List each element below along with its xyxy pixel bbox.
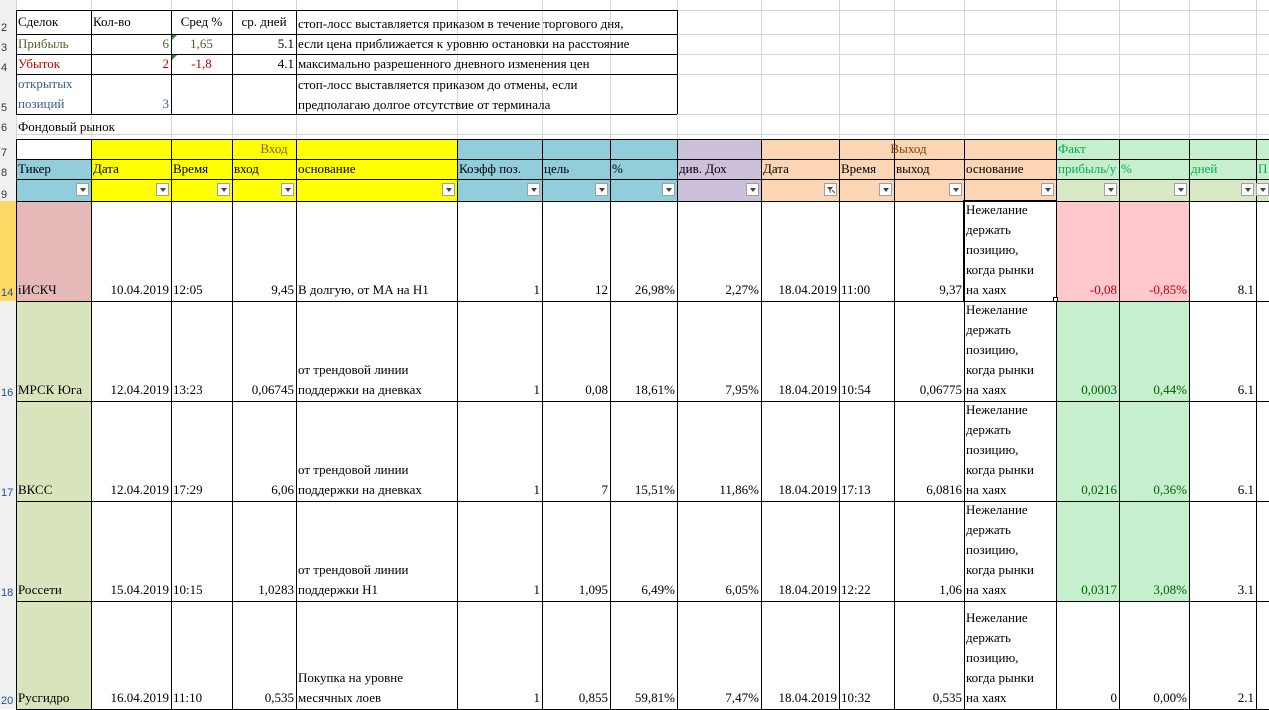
reason-line: когда рынки xyxy=(966,362,1034,377)
exit-reason-cell[interactable] xyxy=(964,501,1056,600)
summary-header-avg: Сред % xyxy=(180,14,223,29)
row-number[interactable]: 6 xyxy=(1,122,8,134)
entry-price-cell[interactable]: 6,06 xyxy=(271,482,294,497)
row-number[interactable]: 18 xyxy=(1,587,14,599)
target-cell[interactable]: 0,08 xyxy=(585,382,608,397)
grid-line xyxy=(677,139,678,709)
filter-dropdown-icon[interactable] xyxy=(1241,183,1254,196)
profit-days: 5.1 xyxy=(277,36,294,51)
entry-price-cell[interactable]: 0,06745 xyxy=(251,382,294,397)
exit-time-cell[interactable]: 10:32 xyxy=(841,690,871,705)
entry-reason-cell[interactable] xyxy=(296,501,457,600)
reason-line: Нежелание xyxy=(966,502,1028,517)
coef-cell[interactable]: 1 xyxy=(533,582,540,597)
exit-time-cell[interactable]: 10:54 xyxy=(841,382,871,397)
ticker-cell[interactable]: МРСК Юга xyxy=(18,382,83,397)
reason-line: на хаях xyxy=(966,482,1007,497)
exit-date-cell[interactable]: 18.04.2019 xyxy=(778,482,837,497)
entry-time-cell[interactable]: 13:23 xyxy=(173,382,203,397)
group-fact: Факт xyxy=(1058,141,1086,156)
col-fact-pct[interactable]: % xyxy=(1121,161,1132,176)
reason-line: когда рынки xyxy=(966,670,1034,685)
coef-cell[interactable]: 1 xyxy=(533,482,540,497)
grid-line xyxy=(677,10,678,114)
reason-line: держать xyxy=(966,522,1011,537)
col-target-pct[interactable]: % xyxy=(612,161,623,176)
col-entry-date[interactable]: Дата xyxy=(93,161,119,176)
col-entry-reason[interactable]: основание xyxy=(298,161,356,176)
exit-time-cell[interactable]: 17:13 xyxy=(841,482,871,497)
entry-date-cell[interactable]: 10.04.2019 xyxy=(110,282,169,297)
filter-dropdown-icon[interactable] xyxy=(442,183,455,196)
grid-line xyxy=(839,139,840,709)
grid-line xyxy=(171,139,172,709)
reason-line: держать xyxy=(966,630,1011,645)
target-cell[interactable]: 12 xyxy=(595,282,608,297)
filter-dropdown-icon[interactable] xyxy=(217,183,230,196)
grid-line xyxy=(16,301,1269,302)
dividend-cell[interactable]: 7,95% xyxy=(725,382,759,397)
grid-line xyxy=(761,139,762,709)
filter-dropdown-icon[interactable] xyxy=(879,183,892,196)
reason-line: поддержки на дневках xyxy=(298,482,422,497)
summary-header-deals: Сделок xyxy=(18,14,59,29)
exit-time-cell[interactable]: 11:00 xyxy=(841,282,871,297)
target-pct-cell[interactable]: 59,81% xyxy=(634,690,675,705)
col-target[interactable]: цель xyxy=(544,161,570,176)
group-exit: Выход xyxy=(890,141,927,156)
filter-dropdown-icon[interactable] xyxy=(595,183,608,196)
entry-date-cell[interactable]: 12.04.2019 xyxy=(110,382,169,397)
dividend-cell[interactable]: 11,86% xyxy=(719,482,759,497)
row-number[interactable]: 5 xyxy=(1,102,8,114)
reason-line: от трендовой линии xyxy=(298,362,409,377)
grid-line xyxy=(16,401,1269,402)
ticker-cell[interactable]: Русгидро xyxy=(18,690,70,705)
entry-date-cell[interactable]: 15.04.2019 xyxy=(110,582,169,597)
reason-line: Покупка на уровне xyxy=(298,670,403,685)
reason-line: поддержки Н1 xyxy=(298,582,378,597)
reason-line: на хаях xyxy=(966,282,1007,297)
stop-loss-note-gtc: предполагаю долгое отсутствие от терминала xyxy=(298,97,551,112)
row-number[interactable]: 17 xyxy=(1,487,14,499)
target-pct-cell[interactable]: 6,49% xyxy=(641,582,675,597)
blue-header-fill xyxy=(457,179,677,201)
exit-price-cell[interactable]: 9,37 xyxy=(939,282,962,297)
profit-cell[interactable]: 0 xyxy=(1110,690,1117,705)
market-title: Фондовый рынок xyxy=(18,119,115,134)
col-last[interactable]: П xyxy=(1258,161,1268,176)
entry-header-fill xyxy=(91,179,457,201)
row-number[interactable]: 9 xyxy=(1,189,8,201)
exit-date-cell[interactable]: 18.04.2019 xyxy=(778,382,837,397)
filter-dropdown-icon[interactable] xyxy=(76,183,89,196)
reason-line: от трендовой линии xyxy=(298,562,409,577)
fact-pct-cell[interactable]: -0,85% xyxy=(1149,282,1187,297)
reason-line: на хаях xyxy=(966,582,1007,597)
row-number[interactable]: 2 xyxy=(1,22,8,34)
reason-line: когда рынки xyxy=(966,462,1034,477)
grid-line xyxy=(16,179,1269,180)
exit-price-cell[interactable]: 0,535 xyxy=(932,690,962,705)
entry-reason-cell[interactable] xyxy=(296,301,457,400)
fact-pct-cell[interactable]: 0,36% xyxy=(1153,482,1187,497)
coef-cell[interactable]: 1 xyxy=(533,690,540,705)
exit-header-fill xyxy=(761,179,1056,201)
grid-line xyxy=(457,139,458,709)
stop-loss-note-intraday: стоп-лосс выставляется приказом в течение торгового дня, xyxy=(298,16,624,31)
reason-line: позицию, xyxy=(966,442,1019,457)
exit-date-cell[interactable]: 18.04.2019 xyxy=(778,582,837,597)
reason-line: когда рынки xyxy=(966,562,1034,577)
grid-line xyxy=(16,501,1269,502)
profit-fact-fill xyxy=(1056,301,1189,601)
fact-header-fill xyxy=(1056,179,1269,201)
days-cell[interactable]: 6.1 xyxy=(1237,382,1254,397)
target-pct-cell[interactable]: 15,51% xyxy=(634,482,675,497)
error-indicator xyxy=(172,55,177,60)
exit-date-cell[interactable]: 18.04.2019 xyxy=(778,282,837,297)
filter-dropdown-icon[interactable] xyxy=(281,183,294,196)
coef-cell[interactable]: 1 xyxy=(533,382,540,397)
selected-cell-outline xyxy=(963,200,1057,302)
profit-count: 6 xyxy=(162,36,169,51)
blue-group-fill xyxy=(457,139,677,159)
grid-line xyxy=(16,201,1269,202)
grid-line xyxy=(232,139,233,709)
entry-reason-cell[interactable] xyxy=(296,601,457,708)
grid-line xyxy=(16,601,1269,602)
dividend-cell[interactable]: 6,05% xyxy=(725,582,759,597)
ticker-cell[interactable]: Россети xyxy=(18,582,62,597)
fact-pct-cell[interactable]: 0,00% xyxy=(1153,690,1187,705)
reason-line: держать xyxy=(966,322,1011,337)
fact-pct-cell[interactable]: 0,44% xyxy=(1153,382,1187,397)
open-positions-label: открытых xyxy=(18,76,73,91)
days-cell[interactable]: 6.1 xyxy=(1237,482,1254,497)
filter-dropdown-icon[interactable] xyxy=(949,183,962,196)
reason-line: В долгую, от МА на Н1 xyxy=(298,282,429,297)
col-exit-time[interactable]: Время xyxy=(841,161,877,176)
col-exit-reason[interactable]: основание xyxy=(966,161,1024,176)
col-ticker[interactable]: Тикер xyxy=(18,161,51,176)
col-entry-time[interactable]: Время xyxy=(173,161,209,176)
entry-price-cell[interactable]: 1,0283 xyxy=(258,582,294,597)
stop-loss-note-intraday: максимально разрешенного дневного изменения цен xyxy=(298,56,590,71)
reason-line: Нежелание xyxy=(966,302,1028,317)
summary-header-count: Кол-во xyxy=(93,14,131,29)
entry-reason-cell[interactable] xyxy=(296,401,457,500)
entry-time-cell[interactable]: 11:10 xyxy=(173,690,203,705)
col-dividend[interactable]: див. Дох xyxy=(679,161,727,176)
profit-cell[interactable]: 0,0003 xyxy=(1081,382,1117,397)
grid-line xyxy=(1256,139,1257,709)
row-number[interactable]: 8 xyxy=(1,167,8,179)
reason-line: поддержки на дневках xyxy=(298,382,422,397)
exit-reason-cell[interactable] xyxy=(964,301,1056,400)
exit-time-cell[interactable]: 12:22 xyxy=(841,582,871,597)
days-cell[interactable]: 3.1 xyxy=(1237,582,1254,597)
col-entry-price[interactable]: вход xyxy=(234,161,259,176)
grid-line xyxy=(894,139,895,709)
exit-date-cell[interactable]: 18.04.2019 xyxy=(778,690,837,705)
dividend-cell[interactable]: 7,47% xyxy=(725,690,759,705)
filter-dropdown-icon[interactable] xyxy=(156,183,169,196)
exit-reason-cell[interactable] xyxy=(964,401,1056,500)
fill-handle[interactable] xyxy=(1053,297,1058,302)
filter-dropdown-icon[interactable] xyxy=(662,183,675,196)
profit-cell[interactable]: 0,0216 xyxy=(1081,482,1117,497)
entry-time-cell[interactable]: 10:15 xyxy=(173,582,203,597)
reason-line: когда рынки xyxy=(966,262,1034,277)
exit-price-cell[interactable]: 0,06775 xyxy=(919,382,962,397)
reason-line: Нежелание xyxy=(966,610,1028,625)
entry-price-cell[interactable]: 9,45 xyxy=(271,282,294,297)
open-positions-label: позиций xyxy=(18,96,65,111)
loss-avg: -1,8 xyxy=(191,56,212,71)
grid-line xyxy=(610,139,611,709)
reason-line: позицию, xyxy=(966,542,1019,557)
entry-price-cell[interactable]: 0,535 xyxy=(264,690,294,705)
entry-date-cell[interactable]: 16.04.2019 xyxy=(110,690,169,705)
div-group-fill xyxy=(677,139,761,159)
entry-time-cell[interactable]: 12:05 xyxy=(173,282,203,297)
reason-line: позицию, xyxy=(966,650,1019,665)
summary-header-days: ср. дней xyxy=(241,14,287,29)
reason-line: Нежелание xyxy=(966,202,1028,217)
entry-date-cell[interactable]: 12.04.2019 xyxy=(110,482,169,497)
fact-pct-cell[interactable]: 3,08% xyxy=(1153,582,1187,597)
reason-line: месячных лоев xyxy=(298,690,382,705)
loss-count: 2 xyxy=(162,56,169,71)
exit-reason-cell[interactable] xyxy=(964,601,1056,708)
loss-label: Убыток xyxy=(18,56,61,71)
entry-time-cell[interactable]: 17:29 xyxy=(173,482,203,497)
col-coef[interactable]: Коэфф поз. xyxy=(459,161,522,176)
row-number[interactable]: 14 xyxy=(1,287,14,299)
grid-line xyxy=(1189,139,1190,709)
grid-line xyxy=(91,139,92,709)
row-number[interactable]: 16 xyxy=(1,387,14,399)
row-number[interactable]: 7 xyxy=(1,147,8,159)
reason-line: Нежелание xyxy=(966,402,1028,417)
reason-line: держать xyxy=(966,422,1011,437)
target-cell[interactable]: 0,855 xyxy=(578,690,608,705)
stop-loss-note-intraday: если цена приближается к уровню остановки на расстояние xyxy=(298,36,630,51)
ticker-cell[interactable]: iИСКЧ xyxy=(18,282,57,297)
loss-days: 4.1 xyxy=(277,56,294,71)
grid-line xyxy=(542,139,543,709)
grid-line xyxy=(16,139,17,709)
col-exit-date[interactable]: Дата xyxy=(763,161,789,176)
target-cell[interactable]: 1,095 xyxy=(578,582,608,597)
target-pct-cell[interactable]: 26,98% xyxy=(634,282,675,297)
dividend-cell[interactable]: 2,27% xyxy=(725,282,759,297)
days-cell[interactable]: 8.1 xyxy=(1237,282,1254,297)
profit-avg: 1,65 xyxy=(190,36,213,51)
filter-dropdown-icon[interactable] xyxy=(1174,183,1187,196)
profit-cell[interactable]: 0,0317 xyxy=(1081,582,1117,597)
filter-dropdown-icon[interactable] xyxy=(746,183,759,196)
target-cell[interactable]: 7 xyxy=(601,482,608,497)
reason-line: позицию, xyxy=(966,242,1019,257)
filter-dropdown-icon[interactable] xyxy=(527,183,540,196)
error-indicator xyxy=(172,35,177,40)
stop-loss-note-gtc: стоп-лосс выставляется приказом до отмены, если xyxy=(298,77,578,92)
open-positions-count: 3 xyxy=(162,96,169,111)
filter-dropdown-button[interactable] xyxy=(1256,183,1269,196)
grid-line xyxy=(1119,139,1120,709)
col-profit[interactable]: прибыль/у xyxy=(1058,161,1117,176)
entry-reason-cell[interactable] xyxy=(296,201,457,300)
profit-label: Прибыль xyxy=(18,36,69,51)
reason-line: держать xyxy=(966,222,1011,237)
group-entry: Вход xyxy=(260,141,288,156)
filter-dropdown-icon[interactable] xyxy=(1104,183,1117,196)
col-days[interactable]: дней xyxy=(1191,161,1218,176)
profit-cell[interactable]: -0,08 xyxy=(1089,282,1117,297)
exit-price-cell[interactable]: 6,0816 xyxy=(926,482,962,497)
reason-line: на хаях xyxy=(966,690,1007,705)
row-number[interactable]: 3 xyxy=(1,42,8,54)
days-cell[interactable]: 2.1 xyxy=(1237,690,1254,705)
col-exit-price[interactable]: выход xyxy=(896,161,930,176)
row-number[interactable]: 20 xyxy=(1,695,14,707)
reason-line: от трендовой линии xyxy=(298,462,409,477)
ticker-cell[interactable]: ВКСС xyxy=(18,482,53,497)
filter-active-icon[interactable] xyxy=(824,183,837,196)
target-pct-cell[interactable]: 18,61% xyxy=(634,382,675,397)
filter-dropdown-icon[interactable] xyxy=(1041,183,1054,196)
grid-line xyxy=(16,10,677,11)
coef-cell[interactable]: 1 xyxy=(533,282,540,297)
reason-line: на хаях xyxy=(966,382,1007,397)
reason-line: позицию, xyxy=(966,342,1019,357)
row-number[interactable]: 4 xyxy=(1,62,8,74)
exit-price-cell[interactable]: 1,06 xyxy=(939,582,962,597)
